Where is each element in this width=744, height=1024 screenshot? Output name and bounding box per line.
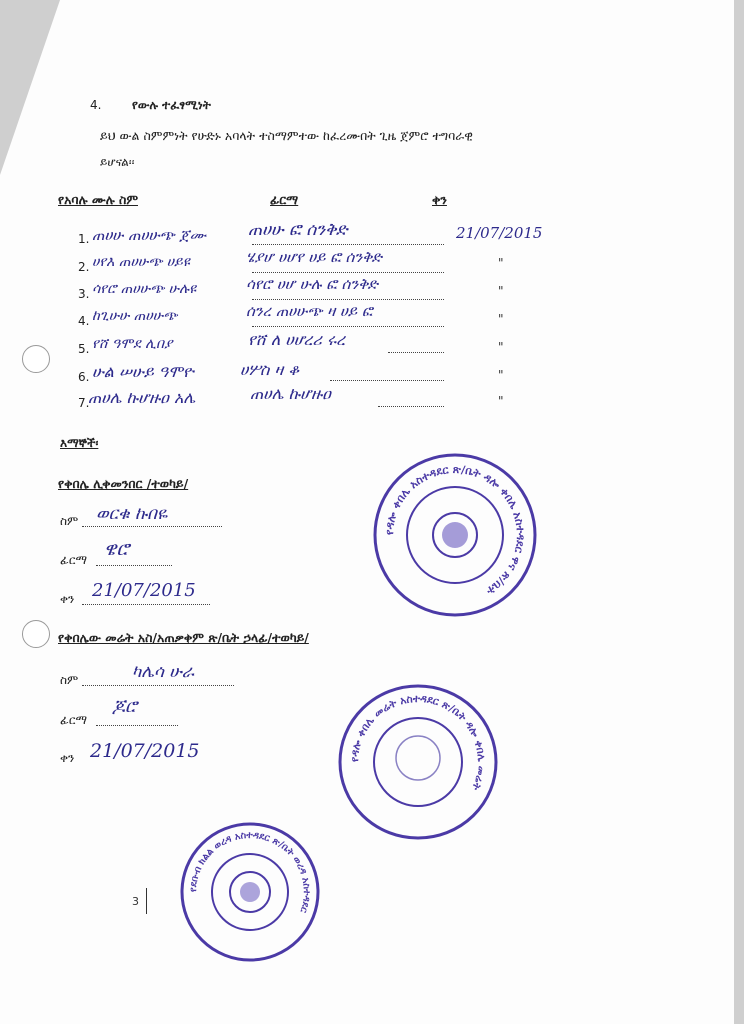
member-name: ጠሀሁ ጠሀሁጭ ጀሙ bbox=[92, 226, 207, 244]
signature-line bbox=[252, 244, 444, 245]
receiver2-sig-line bbox=[96, 725, 178, 726]
member-name: ሀየእ ጠሀሁጭ ሀይዩ bbox=[92, 254, 190, 270]
section-body-line2: ይሆናል፡፡ bbox=[100, 155, 135, 169]
signature-line bbox=[388, 352, 444, 353]
receiver2-name-line bbox=[82, 685, 234, 686]
land-admin-stamp bbox=[336, 682, 500, 842]
member-name: ሳየሮ ጠሀሁጭ ሁሉዩ bbox=[92, 281, 196, 297]
row-number: 4. bbox=[78, 314, 90, 328]
page-number: 3 bbox=[132, 895, 139, 908]
member-name: ከጊሁሁ ጠሀሁጭ bbox=[92, 308, 178, 324]
receiver2-name-label: ስም bbox=[60, 673, 79, 687]
folded-corner bbox=[0, 0, 60, 175]
member-date: 21/07/2015 bbox=[456, 224, 543, 242]
member-date: " bbox=[498, 394, 504, 408]
receiver1-date-value: 21/07/2015 bbox=[92, 580, 196, 601]
receiver2-heading: የቀበሌው መሬት አስ/አጠቃቀም ጽ/ቤት ኃላፊ/ተወካይ/ bbox=[58, 630, 309, 645]
woreda-stamp bbox=[178, 822, 322, 962]
row-number: 2. bbox=[78, 260, 90, 274]
col-header-name: የአባሉ ሙሉ ስም bbox=[58, 192, 138, 207]
receiver1-sig-line bbox=[96, 565, 172, 566]
member-date: " bbox=[498, 312, 504, 326]
receiver1-date-label: ቀን bbox=[60, 592, 75, 606]
svg-text:የዳሎ ቀበሌ መሬት አስተዳደር ጽ/ቤት ዳሎ ቀበሌ: የዳሎ ቀበሌ መሬት አስተዳደር ጽ/ቤት ዳሎ ቀበሌ መሬት bbox=[348, 692, 488, 792]
row-number: 3. bbox=[78, 287, 90, 301]
receiver2-date-label: ቀን bbox=[60, 751, 75, 765]
receiver1-name-value: ወርቁ ኩበዬ bbox=[96, 504, 168, 524]
page-edge-shadow bbox=[734, 0, 744, 1024]
row-number: 7. bbox=[78, 396, 90, 410]
signature-line bbox=[330, 380, 444, 381]
receiver1-heading: የቀበሌ ሊቀመንበር /ተወካይ/ bbox=[58, 476, 189, 491]
receiver2-name-value: ካሌሳ ሁራ bbox=[132, 662, 195, 682]
punch-hole-bottom bbox=[22, 620, 50, 648]
member-signature: ሄያሆ ሀሆየ ሀይ ፎ ሰንቅድ bbox=[246, 248, 382, 266]
receiver1-sig-value: ዌሮ bbox=[104, 538, 130, 560]
member-date: " bbox=[498, 284, 504, 298]
receiver1-sig-label: ፊርማ bbox=[60, 553, 88, 567]
member-signature: ጠሀሌ ኩሆዙዐ bbox=[250, 384, 331, 403]
section-number: 4. bbox=[90, 98, 102, 112]
member-date: " bbox=[498, 340, 504, 354]
receiver1-date-line bbox=[82, 604, 210, 605]
signature-line bbox=[378, 406, 444, 407]
member-name: ሁል ሠሁይ ዓሞዮ bbox=[92, 362, 194, 381]
receiver2-date-value: 21/07/2015 bbox=[90, 740, 200, 762]
col-header-date: ቀን bbox=[432, 192, 447, 207]
section-body-line1: ይህ ውል ስምምነት የሁድኑ አባላት ተስማምተው ከፈረሙበት ጊዜ ጀምሮ ተግባራዊ bbox=[100, 128, 473, 143]
receiver1-name-label: ስም bbox=[60, 514, 79, 528]
member-date: " bbox=[498, 256, 504, 270]
member-signature: የሸ ለ ሀሆረሪ ሩረ bbox=[248, 330, 346, 349]
page-number-divider bbox=[146, 888, 147, 914]
receiver2-sig-value: ጆሮ bbox=[112, 696, 137, 717]
svg-text:የደቡብ ክልል ወረዳ አስተዳደር ጽ/ቤት ወረዳ አ: የደቡብ ክልል ወረዳ አስተዳደር ጽ/ቤት ወረዳ አስተዳደር bbox=[187, 829, 313, 914]
signature-line bbox=[252, 272, 444, 273]
member-name: ጠሀሌ ኩሆዙዐ አሌ bbox=[88, 388, 196, 407]
witnesses-label: እማኞች፡ bbox=[60, 436, 99, 450]
row-number: 6. bbox=[78, 370, 90, 384]
row-number: 5. bbox=[78, 342, 90, 356]
section-title: የውሉ ተፈፃሚነት bbox=[132, 98, 211, 112]
svg-text:የዳሎ ቀበሌ አስተዳደር ጽ/ቤት ዳሎ ቀበሌ አስተ: የዳሎ ቀበሌ አስተዳደር ጽ/ቤት ዳሎ ቀበሌ አስተዳደር ዋና ጽ/ቤት bbox=[382, 462, 528, 598]
member-signature: ሰንረ ጠሀሁጭ ዛ ሀይ ፎ bbox=[246, 302, 373, 320]
member-signature: ሀሦስ ዛ ቆ bbox=[240, 360, 300, 379]
col-header-signature: ፊርማ bbox=[270, 192, 299, 207]
kebele-admin-stamp bbox=[370, 450, 540, 620]
member-name: የሸ ዓሞደ ሊበያ bbox=[92, 336, 173, 352]
punch-hole-top bbox=[22, 345, 50, 373]
member-date: " bbox=[498, 368, 504, 382]
row-number: 1. bbox=[78, 232, 90, 246]
member-signature: ጠሀሁ ፎ ሰንቅድ bbox=[248, 220, 348, 240]
signature-line bbox=[252, 299, 444, 300]
receiver2-sig-label: ፊርማ bbox=[60, 713, 88, 727]
signature-line bbox=[252, 326, 444, 327]
member-signature: ሳየሮ ሀሆ ሁሉ ፎ ሰንቅድ bbox=[246, 275, 378, 293]
receiver1-name-line bbox=[82, 526, 222, 527]
